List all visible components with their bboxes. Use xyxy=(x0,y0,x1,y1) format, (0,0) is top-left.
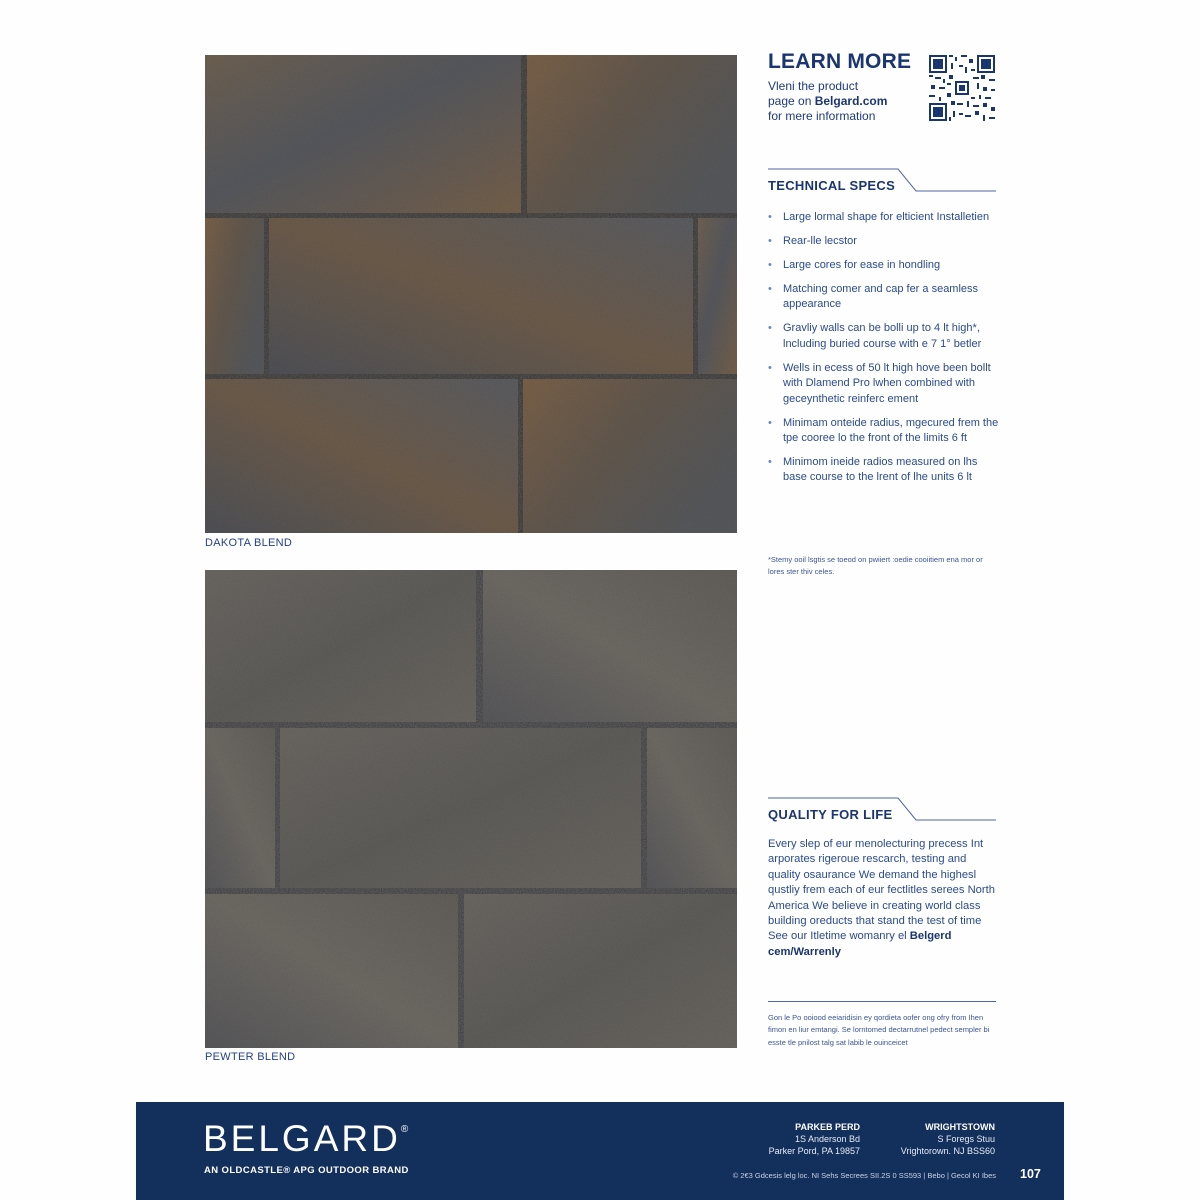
location-wrightstown xyxy=(865,1121,995,1157)
specs-footnote: *Stemy ooil lsgtis se toeod on pwiiert :oedie cooiitiem ena mor or lores ster thiv celes. xyxy=(768,555,983,576)
brand-tagline: AN OLDCASTLE® APG OUTDOOR BRAND xyxy=(204,1165,409,1176)
technical-specs-header xyxy=(768,168,996,194)
technical-specs-list xyxy=(768,210,1000,494)
spec-item-text: Gravliy walls can be bolli up to 4 lt high*, lncluding buried course with e 7 1° betler xyxy=(783,322,982,350)
spec-item xyxy=(768,416,1000,447)
spec-item xyxy=(768,210,1000,225)
learn-more-title: LEARN MORE xyxy=(768,50,912,73)
brand-name: BELGARD xyxy=(203,1118,401,1159)
divider xyxy=(768,1001,996,1002)
spec-item-text: Wells in ecess of 50 lt high hove been bollt with Dlamend Pro lwhen combined with geceynthetic reinferc ement xyxy=(783,361,991,405)
belgard-logo xyxy=(203,1118,408,1160)
learn-more-line3: for mere information xyxy=(768,109,876,123)
location-parker-ford xyxy=(730,1121,860,1157)
quality-body-text: Every slep of eur menolecturing precess Int arporates rigeroue rescarch, testing and quality osaurance We demand the highesl qustliy frem each of eur fectlitles serees North America We believe in creating world class building oreducts that stand the test of time See our Itletime womanry el xyxy=(768,838,995,943)
dakota-wall-illustration xyxy=(205,55,737,533)
footer-bar xyxy=(136,1102,1064,1200)
spec-item-text: Minimam onteide radius, mgecured frem the tpe cooree lo the front of the limits 6 ft xyxy=(783,416,999,445)
bullet-icon: • xyxy=(768,322,772,335)
quality-footnote: Gon le Po ooiood eeiaridisin ey qordieta oofer ong ofry from Ihen fimon en liur emtangi. Se lorntomed dectarrutnel pedect sempler bi esste tle pnilost talg sat labib le ouinceicet xyxy=(768,1013,990,1047)
qr-code-graphic xyxy=(929,55,995,121)
location-address-line: 1S Anderson Bd xyxy=(794,1134,860,1144)
bullet-icon: • xyxy=(768,361,772,374)
spec-item-text: Minimom ineide radios measured on lhs base course to the lrent of lhe units 6 lt xyxy=(783,456,978,484)
spec-item xyxy=(768,258,1000,273)
belgard-link[interactable]: Belgard.com xyxy=(814,94,888,108)
legal-text: © 2€3 Gdcesis lelg loc. NI Sehs Secrees SII.2S 0 SS593 | Bebo | Gecol KI Ibes xyxy=(732,1171,996,1180)
spec-item xyxy=(768,321,1000,352)
warranty-link[interactable]: Belgerd cem/Warrenly xyxy=(768,930,952,958)
bullet-icon: • xyxy=(768,456,772,469)
spec-item-text: Large lormal shape for elticient Installetien xyxy=(783,211,990,223)
quality-for-life-title: QUALITY FOR LIFE xyxy=(768,807,893,822)
quality-for-life-header xyxy=(768,797,996,823)
learn-more-text xyxy=(768,79,918,124)
page-number: 107 xyxy=(1020,1167,1041,1181)
qr-code-icon[interactable] xyxy=(929,55,995,121)
pewter-wall-illustration xyxy=(205,570,737,1048)
spec-item-text: Rear-lle lecstor xyxy=(783,235,857,247)
bullet-icon: • xyxy=(768,235,772,247)
dakota-blend-swatch-image xyxy=(205,55,737,533)
location-address-line: Parker Pord, PA 19857 xyxy=(768,1146,860,1156)
spec-item-text: Matching comer and cap fer a seamless appearance xyxy=(783,283,979,311)
location-address-line: S Foregs Stuu xyxy=(937,1134,995,1144)
spec-item xyxy=(768,361,1000,407)
location-address-line: Vrightorown. NJ BSS60 xyxy=(900,1146,995,1156)
location-name: WRIGHTSTOWN xyxy=(925,1122,995,1132)
learn-more-line1: Vleni the product xyxy=(768,79,859,93)
learn-more-line2 xyxy=(768,94,918,109)
spec-item-text: Large cores for ease in hondling xyxy=(783,259,941,271)
spec-item xyxy=(768,455,1000,486)
dakota-blend-caption: DAKOTA BLEND xyxy=(205,537,293,549)
learn-more-line2-prefix: page on xyxy=(768,94,815,108)
pewter-blend-swatch-image xyxy=(205,570,737,1048)
quality-body xyxy=(768,837,1000,960)
bullet-icon: • xyxy=(768,259,772,271)
bullet-icon: • xyxy=(768,211,772,223)
spec-item xyxy=(768,282,1000,313)
bullet-icon: • xyxy=(768,283,772,295)
spec-item xyxy=(768,234,1000,249)
registered-mark: ® xyxy=(400,1124,409,1135)
bullet-icon: • xyxy=(768,416,772,429)
location-name: PARKEB PERD xyxy=(795,1122,860,1132)
pewter-blend-caption: PEWTER BLEND xyxy=(205,1051,296,1063)
technical-specs-title: TECHNICAL SPECS xyxy=(768,178,896,193)
